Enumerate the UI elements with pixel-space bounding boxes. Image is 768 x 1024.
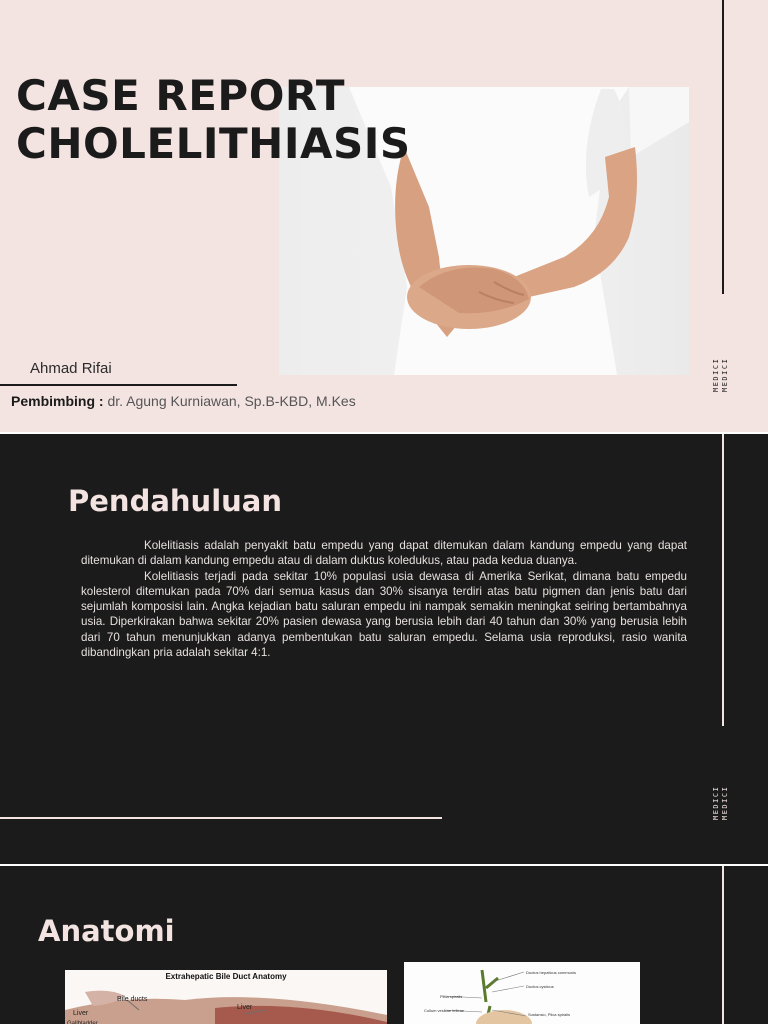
author-name: Ahmad Rifai [30,360,112,377]
section-heading: Pendahuluan [68,484,282,518]
supervisor-label: Pembimbing : [11,393,104,409]
paragraph: Kolelitiasis terjadi pada sekitar 10% populasi usia dewasa di Amerika Serikat, dimana batu empedu kolesterol ditemukan pada 70% dari semua kasus dan 30% sisanya terdiri atas batu pigmen dan jenis batu dari sejumlah komposisi lain. Angka kejadian batu saluran empedu ini nampak semakin meningkat seiring bertambahnya usia. Diperkirakan bahwa sekitar 20% pasien dewasa yang berusia lebih dari 40 tahun dan 30% yang berusia lebih dari 70 tahun menunjukkan adanya pembentukan batu saluran empedu. Selama usia reproduksi, rasio wanita dibandingkan pria adalah sekitar 4:1. [81,569,687,660]
paragraph: Kolelitiasis adalah penyakit batu empedu yang dapat ditemukan dalam kandung empedu yang dapat ditemukan di dalam kandung empedu atau di dalam duktus koledukus, atau pada kedua duanya. [81,539,687,568]
introduction-text [81,538,687,660]
title-line-1: CASE REPORT [16,71,346,120]
gallbladder-illustration [404,962,640,1024]
author-underline [0,384,237,386]
figure-label: Sustansio, Plica spiralis [528,1012,571,1017]
figure-label: Gallbladder [67,1021,98,1024]
liver-illustration [65,970,387,1024]
figure-label: Liver [73,1010,89,1017]
figure-label: Bile ducts [117,996,148,1003]
figure-label: Collum vesicae felleae [424,1008,465,1013]
horizontal-divider [0,817,442,819]
figure-caption: Extrahepatic Bile Duct Anatomy [165,972,287,981]
figure-label: Ductus cysticus [526,984,554,989]
gallbladder-diagram [404,962,640,1024]
anatomy-slide [0,866,768,1024]
vertical-divider [722,0,724,294]
vertical-divider [722,866,724,1024]
presentation-title [16,72,411,168]
figure-label: Liver [237,1004,253,1011]
figure-label: Ductus hepaticus communis [526,970,577,975]
introduction-slide: Pendahuluan Kolelitiasis adalah penyakit batu empedu yang dapat ditemukan dalam kandung empedu yang dapat ditemukan di dalam kandung empedu atau di dalam duktus koledukus, atau pada kedua duanya. Kolelitiasis terjadi pada sekitar 10% populasi usia dewasa di Amerika Serikat, dimana batu empedu kolesterol ditemukan pada 70% dari semua kasus dan 30% sisanya terdiri atas batu pigmen dan jenis batu dari sejumlah komposisi lain. Angka kejadian batu saluran empedu ini nampak semakin meningkat seiring bertambahnya usia. Diperkirakan bahwa sekitar 20% pasien dewasa yang berusia lebih dari 40 tahun dan 30% yang berusia lebih dari 70 tahun menunjukkan adanya pembentukan batu saluran empedu. Selama usia reproduksi, rasio wanita dibandingkan pria adalah sekitar 4:1. MEDICI MEDICI [0,434,768,864]
section-heading: Anatomi [38,914,175,948]
bile-duct-anatomy-figure [65,970,387,1024]
title-slide: CASE REPORT CHOLELITHIASIS MEDICI MEDICI Ahmad Rifai Pembimbing : dr. Agung Kurniawan, Sp.B-KBD, M.Kes [0,0,768,432]
supervisor-line [11,393,356,409]
figure-label: Plica spiralis [440,994,463,999]
title-line-2: CHOLELITHIASIS [16,119,411,168]
vertical-divider [722,434,724,726]
supervisor-name: dr. Agung Kurniawan, Sp.B-KBD, M.Kes [107,393,356,409]
